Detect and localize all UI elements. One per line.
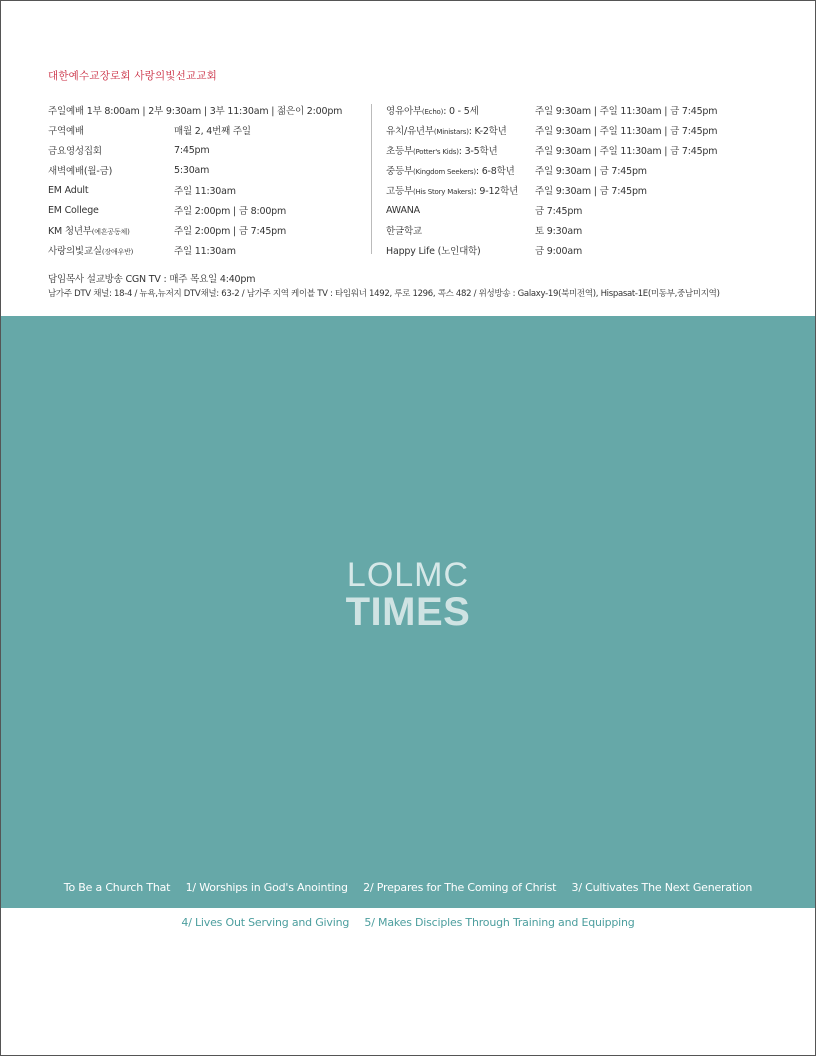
channel-info: 남가주 DTV 채널: 18-4 / 뉴욕,뉴저지 DTV채널: 63-2 / 남가주 지역 케이블 TV : 타임워너 1492, 루로 1296, 콕스 482 / 위성방송 : Galaxy-19(북미전역), Hispasat-1E(미동부,중남미지역) — [48, 289, 720, 299]
mission-line-2 — [0, 916, 816, 929]
schedule-label: 영유아부(Echo): 0 - 5세 — [386, 106, 479, 117]
schedule-row — [48, 120, 378, 140]
schedule-row-sunday-worship — [48, 100, 378, 120]
schedule-row — [386, 200, 766, 220]
schedule-value: 주일 9:30am | 주일 11:30am | 금 7:45pm — [535, 126, 718, 137]
schedule-value: 주일 11:30am — [174, 246, 236, 257]
schedule-value: 주일 9:30am | 금 7:45pm — [535, 186, 647, 197]
schedule-label: Happy Life (노인대학) — [386, 246, 481, 257]
logo-line2: TIMES — [345, 590, 471, 634]
mission-item: 4/ Lives Out Serving and Giving — [181, 916, 350, 929]
schedule-right — [386, 100, 766, 260]
schedule-label: 초등부(Potter's Kids): 3-5학년 — [386, 146, 498, 157]
mission-item: 3/ Cultivates The Next Generation — [571, 881, 753, 894]
schedule-value: 주일 9:30am | 금 7:45pm — [535, 166, 647, 177]
schedule-label: EM Adult — [48, 184, 89, 196]
schedule-label: 금요영성집회 — [48, 146, 102, 157]
mission-item: 5/ Makes Disciples Through Training and Equipping — [364, 916, 635, 929]
schedule-row — [386, 140, 766, 160]
schedule-value: 주일 9:30am | 주일 11:30am | 금 7:45pm — [535, 146, 718, 157]
schedule-row — [48, 200, 378, 220]
schedule-label: KM 청년부(예흔공동체) — [48, 226, 130, 237]
schedule-value: 금 7:45pm — [535, 206, 583, 217]
schedule-value: 매월 2, 4번째 주일 — [174, 126, 251, 137]
broadcast-info: 담임목사 설교방송 CGN TV : 매주 목요일 4:40pm — [48, 274, 256, 285]
schedule-value: 주일 2:00pm | 금 8:00pm — [174, 206, 287, 217]
schedule-left — [48, 100, 378, 260]
schedule-value: 주일 11:30am — [174, 186, 236, 197]
schedule-value: 토 9:30am — [535, 226, 583, 237]
schedule-row — [386, 240, 766, 260]
schedule-row — [386, 120, 766, 140]
schedule-label: 고등부(His Story Makers): 9-12학년 — [386, 186, 519, 197]
mission-item: 2/ Prepares for The Coming of Christ — [363, 881, 557, 894]
church-name: 대한예수교장로회 사랑의빛선교교회 — [48, 70, 218, 82]
schedule-value: 7:45pm — [174, 144, 210, 156]
lolmc-times-logo — [0, 558, 816, 632]
schedule-label: 한글학교 — [386, 226, 422, 237]
schedule-row — [386, 180, 766, 200]
schedule-text: 주일예배 1부 8:00am | 2부 9:30am | 3부 11:30am | 젊은이 2:00pm — [48, 106, 343, 117]
schedule-label: 사랑의빛교실(장애우반) — [48, 246, 134, 257]
schedule-row — [386, 100, 766, 120]
schedule-value: 주일 2:00pm | 금 7:45pm — [174, 226, 287, 237]
schedule-row — [48, 160, 378, 180]
schedule-label: 새벽예배(월-금) — [48, 166, 113, 177]
schedule-value: 금 9:00am — [535, 246, 583, 257]
schedule-row — [386, 160, 766, 180]
schedule-row — [48, 240, 378, 260]
schedule-value: 5:30am — [174, 164, 210, 176]
column-divider — [371, 104, 372, 254]
schedule-label: AWANA — [386, 204, 420, 216]
logo-line1: LOLMC — [346, 556, 470, 594]
schedule-label: 중등부(Kingdom Seekers): 6-8학년 — [386, 166, 515, 177]
schedule-row — [386, 220, 766, 240]
mission-line-1 — [0, 881, 816, 894]
schedule-label: 유치/유년부(Ministars): K-2학년 — [386, 126, 507, 137]
mission-intro: To Be a Church That — [63, 881, 171, 894]
mission-item: 1/ Worships in God's Anointing — [185, 881, 348, 894]
schedule-row — [48, 180, 378, 200]
schedule-label: 구역예배 — [48, 126, 84, 137]
schedule-label: EM College — [48, 204, 99, 216]
schedule-row — [48, 140, 378, 160]
schedule-row — [48, 220, 378, 240]
schedule-value: 주일 9:30am | 주일 11:30am | 금 7:45pm — [535, 106, 718, 117]
